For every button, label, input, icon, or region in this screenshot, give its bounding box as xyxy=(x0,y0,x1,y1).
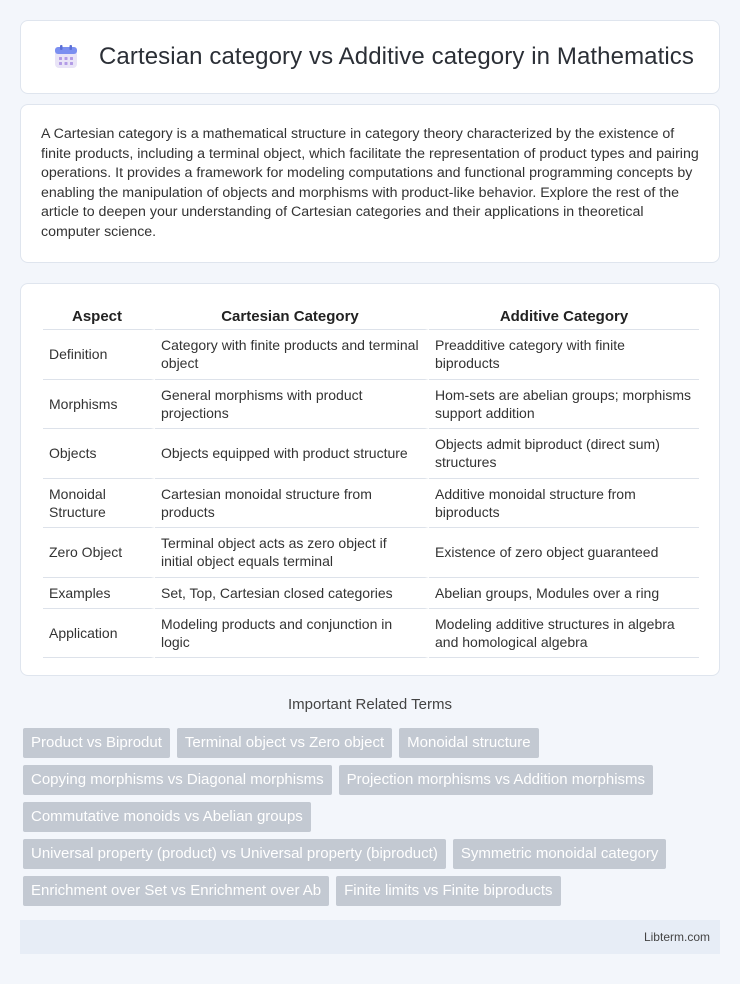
related-term-tag[interactable]: Terminal object vs Zero object xyxy=(177,728,392,758)
table-cell: Zero Object xyxy=(43,528,155,578)
table-cell: General morphisms with product projections xyxy=(155,380,429,430)
table-cell: Definition xyxy=(43,330,155,380)
table-row xyxy=(43,429,699,479)
intro-text: A Cartesian category is a mathematical structure in category theory characterized by the existence of finite products, including a terminal object, which facilitate the representation of product types and pairing operations. It provides a framework for modeling computations and functional programming concepts by enabling the manipulation of objects and morphisms with product-like behavior. Explore the rest of the article to deepen your understanding of Cartesian categories and their applications in theoretical computer science. xyxy=(41,126,699,240)
table-cell: Objects xyxy=(43,429,155,479)
related-term-tag[interactable]: Enrichment over Set vs Enrichment over Ab xyxy=(23,876,329,906)
table-cell: Set, Top, Cartesian closed categories xyxy=(155,578,429,609)
table-row xyxy=(43,330,699,380)
related-term-tag[interactable]: Monoidal structure xyxy=(399,728,538,758)
table-cell: Modeling products and conjunction in logic xyxy=(155,609,429,659)
table-cell: Hom-sets are abelian groups; morphisms support addition xyxy=(429,380,699,430)
table-cell: Existence of zero object guaranteed xyxy=(429,528,699,578)
table-header-row xyxy=(43,304,699,330)
table-cell: Objects admit biproduct (direct sum) structures xyxy=(429,429,699,479)
related-term-tag[interactable]: Projection morphisms vs Addition morphisms xyxy=(339,765,653,795)
related-term-tag[interactable]: Copying morphisms vs Diagonal morphisms xyxy=(23,765,332,795)
table-cell: Terminal object acts as zero object if initial object equals terminal xyxy=(155,528,429,578)
comparison-table xyxy=(43,304,699,658)
table-row xyxy=(43,578,699,609)
related-term-tag[interactable]: Commutative monoids vs Abelian groups xyxy=(23,802,311,832)
comparison-table-card xyxy=(20,283,720,676)
table-cell: Application xyxy=(43,609,155,659)
table-cell: Monoidal Structure xyxy=(43,479,155,529)
table-row xyxy=(43,609,699,659)
calendar-icon xyxy=(53,44,79,70)
table-cell: Additive monoidal structure from biproducts xyxy=(429,479,699,529)
header-card xyxy=(20,20,720,94)
table-cell: Objects equipped with product structure xyxy=(155,429,429,479)
header-aspect: Aspect xyxy=(43,304,155,330)
intro-card xyxy=(20,104,720,263)
table-cell: Category with finite products and terminal object xyxy=(155,330,429,380)
table-cell: Modeling additive structures in algebra and homological algebra xyxy=(429,609,699,659)
related-term-tag[interactable]: Universal property (product) vs Universal property (biproduct) xyxy=(23,839,446,869)
header-cartesian: Cartesian Category xyxy=(155,304,429,330)
related-terms-title: Important Related Terms xyxy=(288,696,452,713)
footer-site-link[interactable]: Libterm.com xyxy=(643,930,710,944)
table-row xyxy=(43,380,699,430)
footer xyxy=(20,920,720,954)
table-cell: Examples xyxy=(43,578,155,609)
related-term-tag[interactable]: Product vs Biprodut xyxy=(23,728,170,758)
page-title: Cartesian category vs Additive category in Mathematics xyxy=(99,43,695,70)
table-cell: Morphisms xyxy=(43,380,155,430)
table-cell: Cartesian monoidal structure from products xyxy=(155,479,429,529)
table-row xyxy=(43,528,699,578)
table-cell: Preadditive category with finite biproducts xyxy=(429,330,699,380)
table-cell: Abelian groups, Modules over a ring xyxy=(429,578,699,609)
table-row xyxy=(43,479,699,529)
related-term-tag[interactable]: Symmetric monoidal category xyxy=(453,839,667,869)
related-terms-list xyxy=(23,728,723,913)
header-additive: Additive Category xyxy=(429,304,699,330)
related-term-tag[interactable]: Finite limits vs Finite biproducts xyxy=(336,876,560,906)
